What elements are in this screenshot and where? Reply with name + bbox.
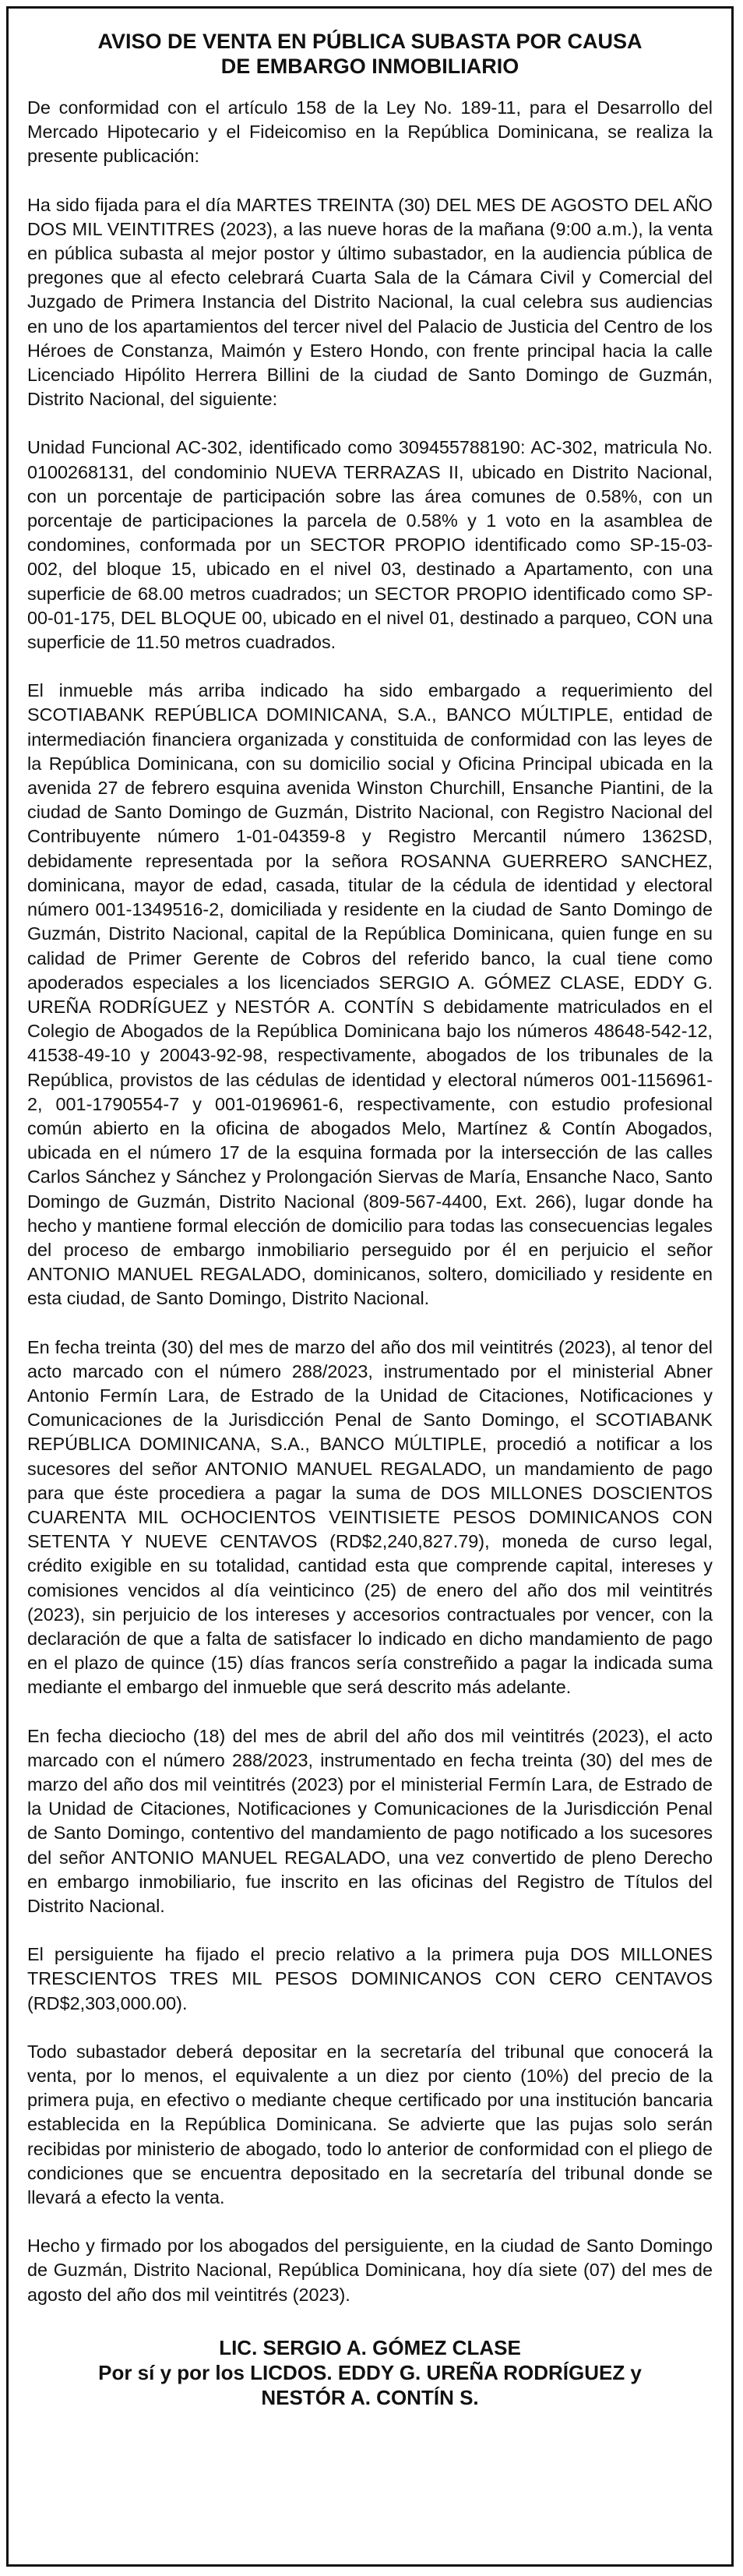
registration-paragraph: En fecha dieciocho (18) del mes de abril del año dos mil veintitrés (2023), el acto marcado con el número 288/2023, instrumentado en fecha treinta (30) del mes de marzo del año dos mil veintitrés (2023) por el ministerial Fermín Lara, de Estrado de la Unidad de Citaciones, Notificaciones y Comunicaciones de la Jurisdicción Penal de Santo Domingo, contentivo del mandamiento de pago notificado a los sucesores del señor ANTONIO MANUEL REGALADO, una vez convertido de pleno Derecho en embargo inmobiliario, fue inscrito en las oficinas del Registro de Títulos del Distrito Nacional. bbox=[27, 1725, 713, 1917]
notice-title bbox=[27, 29, 713, 79]
creditor-paragraph: El inmueble más arriba indicado ha sido embargado a requerimiento del SCOTIABANK REPÚBLICA DOMINICANA, S.A., BANCO MÚLTIPLE, entidad de intermediación financiera organizada y constituida de conformidad con las leyes de la República Dominicana, con su domicilio social y Oficina Principal ubicada en la avenida 27 de febrero esquina avenida Winston Churchill, Ensanche Piantini, de la ciudad de Santo Domingo de Guzmán, Distrito Nacional, con Registro Nacional del Contribuyente número 1-01-04359-8 y Registro Mercantil número 1362SD, debidamente representada por la señora ROSANNA GUERRERO SANCHEZ, dominicana, mayor de edad, casada, titular de la cédula de identidad y electoral número 001-1349516-2, domiciliada y residente en la ciudad de Santo Domingo de Guzmán, Distrito Nacional, capital de la República Dominicana, quien funge en su calidad de Primer Gerente de Cobros del referido banco, la cual tiene como apoderados especiales a los licenciados SERGIO A. GÓMEZ CLASE, EDDY G. UREÑA RODRÍGUEZ y NESTÓR A. CONTÍN S debidamente matriculados en el Colegio de Abogados de la República Dominicana bajo los números 48648-542-12, 41538-49-10 y 20043-92-98, respectivamente, abogados de los tribunales de la República, provistos de las cédulas de identidad y electoral números 001-1156961-2, 001-1790554-7 y 001-0196961-6, respectivamente, con estudio profesional común abierto en la oficina de abogados Melo, Martínez & Contín Abogados, ubicada en el número 17 de la esquina formada por la intersección de las calles Carlos Sánchez y Sánchez y Prolongación Siervas de María, Ensanche Naco, Santo Domingo de Guzmán, Distrito Nacional (809-567-4400, Ext. 266), lugar donde ha hecho y mantiene formal elección de domicilio para todas las consecuencias legales del proceso de embargo inmobiliario perseguido por él en perjuicio el señor ANTONIO MANUEL REGALADO, dominicanos, soltero, domiciliado y residente en esta ciudad, de Santo Domingo, Distrito Nacional. bbox=[27, 680, 713, 1309]
property-description-paragraph: Unidad Funcional AC-302, identificado como 309455788190: AC-302, matricula No. 0100268131, del condominio NUEVA TERRAZAS II, ubicado en Distrito Nacional, con un porcentaje de participación sobre las área comunes de 0.58%, con un porcentaje de participaciones la parcela de 0.58% y 1 voto en la asamblea de condomines, conformada por un SECTOR PROPIO identificado como SP-15-03-002, del bloque 15, ubicado en el nivel 03, destinado a Apartamento, con una superficie de 68.00 metros cuadrados; un SECTOR PROPIO identificado como SP-00-01-175, DEL BLOQUE 00, ubicado en el nivel 01, destinado a parqueo, CON una superficie de 11.50 metros cuadrados. bbox=[27, 437, 713, 653]
signature-line-1: LIC. SERGIO A. GÓMEZ CLASE bbox=[219, 2335, 521, 2359]
payment-order-paragraph: En fecha treinta (30) del mes de marzo del año dos mil veintitrés (2023), al tenor del acto marcado con el número 288/2023, instrumentado por el ministerial Abner Antonio Fermín Lara, de Estrado de la Unidad de Citaciones, Notificaciones y Comunicaciones de la Jurisdicción Penal de Santo Domingo, el SCOTIABANK REPÚBLICA DOMINICANA, S.A., BANCO MÚLTIPLE, procedió a notificar a los sucesores del señor ANTONIO MANUEL REGALADO, un mandamiento de pago para que éste procediera a pagar la suma de DOS MILLONES DOSCIENTOS CUARENTA MIL OCHOCIENTOS VEINTISIETE PESOS DOMINICANOS CON SETENTA Y NUEVE CENTAVOS (RD$2,240,827.79), moneda de curso legal, crédito exigible en su totalidad, cantidad esta que comprende capital, intereses y comisiones vencidos al día veinticinco (25) de enero del año dos mil veintitrés (2023), sin perjuicio de los intereses y accesorios contractuales por vencer, con la declaración de que a falta de satisfacer lo indicado en dicho mandamiento de pago en el plazo de quince (15) días francos sería constreñido a pagar la indicada suma mediante el embargo del inmueble que será descrito más adelante. bbox=[27, 1336, 713, 1698]
notice-title-line-1: AVISO DE VENTA EN PÚBLICA SUBASTA POR CAUSA bbox=[97, 30, 643, 53]
deposit-paragraph: Todo subastador deberá depositar en la secretaría del tribunal que conocerá la venta, por lo menos, el equivalente a un diez por ciento (10%) del precio de la primera puja, en efectivo o mediante cheque certificado por una institución bancaria establecida en la República Dominicana. Se advierte que las pujas solo serán recibidas por ministerio de abogado, todo lo anterior de conformidad con el pliego de condiciones que se encuentra depositado en la secretaría del tribunal donde se llevará a efecto la venta. bbox=[27, 2041, 713, 2208]
notice-title-line-2: DE EMBARGO INMOBILIARIO bbox=[220, 55, 519, 78]
starting-price-paragraph: El persiguiente ha fijado el precio relativo a la primera puja DOS MILLONES TRESCIENTOS TRES MIL PESOS DOMINICANOS CON CERO CENTAVOS (RD$2,303,000.00). bbox=[27, 1944, 713, 2013]
legal-notice bbox=[6, 6, 734, 2567]
signature-block bbox=[27, 2335, 713, 2410]
signature-line-3: NESTÓR A. CONTÍN S. bbox=[261, 2385, 479, 2409]
signature-line-2: Por sí y por los LICDOS. EDDY G. UREÑA RODRÍGUEZ y bbox=[98, 2360, 642, 2384]
auction-date-paragraph: Ha sido fijada para el día MARTES TREINTA (30) DEL MES DE AGOSTO DEL AÑO DOS MIL VEINTITRES (2023), a las nueve horas de la mañana (9:00 a.m.), la venta en pública subasta al mejor postor y último subastador, en la audiencia pública de pregones que al efecto celebrará Cuarta Sala de la Cámara Civil y Comercial del Juzgado de Primera Instancia del Distrito Nacional, la cual celebra sus audiencias en uno de los apartamientos del tercer nivel del Palacio de Justicia del Centro de los Héroes de Constanza, Maimón y Estero Hondo, con frente principal hacia la calle Licenciado Hipólito Herrera Billini de la ciudad de Santo Domingo de Guzmán, Distrito Nacional, del siguiente: bbox=[27, 194, 713, 410]
intro-paragraph: De conformidad con el artículo 158 de la Ley No. 189-11, para el Desarrollo del Mercado Hipotecario y el Fideicomiso en la República Dominicana, se realiza la presente publicación: bbox=[27, 97, 713, 167]
signed-paragraph: Hecho y firmado por los abogados del persiguiente, en la ciudad de Santo Domingo de Guzmán, Distrito Nacional, República Dominicana, hoy día siete (07) del mes de agosto del año dos mil veintitrés (2023). bbox=[27, 2235, 713, 2305]
